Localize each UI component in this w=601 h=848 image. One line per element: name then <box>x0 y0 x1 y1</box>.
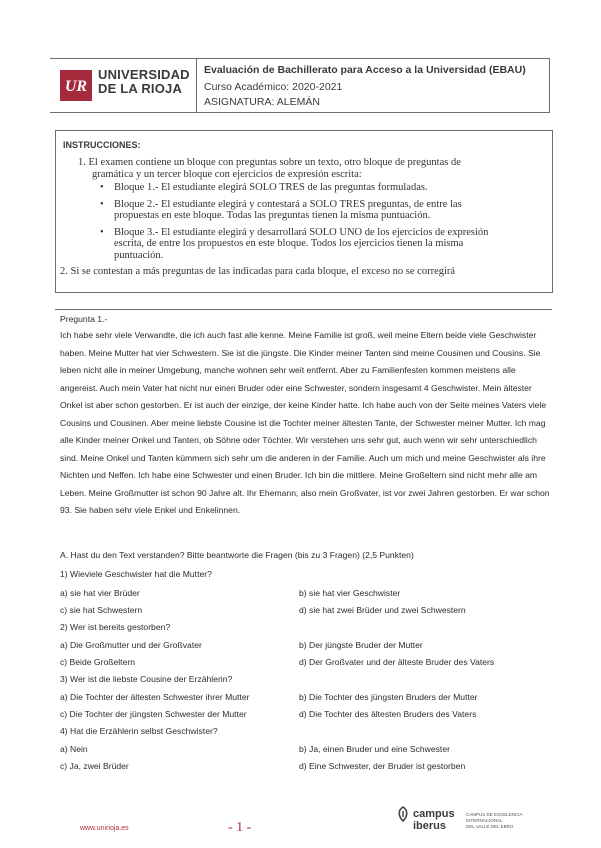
bullet-dot-icon: • <box>100 182 104 193</box>
question-label: Pregunta 1.- <box>60 314 108 324</box>
bullet-dot-icon: • <box>100 226 104 238</box>
option-1a: a) sie hat vier Brüder <box>60 588 140 598</box>
bullet-text: escrita, de entre los propuestos en este bloque. Todos los ejercicios tienen la misma <box>114 238 464 249</box>
logo-mark: UR <box>64 78 88 95</box>
campus-iberus-logo <box>413 808 455 832</box>
university-line2: DE LA RIOJA <box>98 81 183 96</box>
campus-iberus-icon <box>396 806 410 822</box>
instructions-item-1 <box>78 157 548 180</box>
option-2c: c) Beide Großeltern <box>60 657 135 667</box>
option-3d: d) Die Tochter des ältesten Bruders des Vaters <box>299 709 477 719</box>
university-logo-icon <box>60 70 92 101</box>
subject: ASIGNATURA: ALEMÁN <box>204 96 320 108</box>
option-4c: c) Ja, zwei Brüder <box>60 761 129 771</box>
option-1c: c) sie hat Schwestern <box>60 605 143 615</box>
question-3: 3) Wer ist die liebste Cousine der Erzählerin? <box>60 674 233 684</box>
university-name <box>98 68 190 96</box>
bullet-text: puntuación. <box>114 249 164 261</box>
reading-text: Ich habe sehr viele Verwandte, die ich auch fast alle kenne. Meine Familie ist groß, weil meine Eltern beide viele Geschwister haben. Meine Mutter hat vier Schwestern. Sie ist die jüngste. Die Kinder meiner Tanten sind meine Cousinen und Cousins. Sie leben nicht alle in meiner Umgebung, manche wohnen sehr weit entfernt. Aber zu Familienfesten kommen meistens alle angereist. Auch mein Vater hat nicht nur einen Bruder oder eine Schwester, sondern insgesamt 4 Geschwister. Mein ältester Onkel ist aber schon gestorben. Er ist auch der einzige, der keine Kinder hatte. Ich habe auch von der Seite meines Vaters viele Cousins und Cousinen. Aber meine liebste Cousine ist die Tochter meiner ältesten Tante, der Schwester meiner Mutter. Ich mag alle Kinder meiner Onkel und Tanten, ob Söhne oder Töchter. Wir verstehen uns sehr gut, auch wenn wir sehr unterschiedlich sind. Meine Onkel und Tanten kümmern sich sehr um die anderen in der Familie. Auch um mich und meine Geschwister als ihre Nichten und Neffen. Ich habe eine Schwester und einen Bruder. Ich bin die mittlere. Meine Großeltern sind nicht mehr alle am Leben. Meine Großmutter ist schon 90 Jahre alt. Ihr Ehemann, also mein Großvater, ist vor zwei Jahren gestorben. Er war schon 93. Sie haben sehr viele Enkel und Enkelinnen. <box>60 330 550 515</box>
bullet-text: Bloque 3.- El estudiante elegirá y desarrollará SOLO UNO de los ejercicios de expresión <box>114 226 489 238</box>
exam-title: Evaluación de Bachillerato para Acceso a la Universidad (EBAU) <box>204 64 526 76</box>
bullet-text: Bloque 2.- El estudiante elegirá y contestará a SOLO TRES preguntas, de entre las <box>114 198 462 210</box>
option-2b: b) Der jüngste Bruder der Mutter <box>299 640 423 650</box>
course-year: Curso Académico: 2020-2021 <box>204 81 343 93</box>
campus-note-line: CAMPUS DE EXCELENCIA <box>466 812 523 817</box>
question-4: 4) Hat die Erzählerin selbst Geschwister? <box>60 726 218 736</box>
bullet-text: Bloque 1.- El estudiante elegirá SOLO TRES de las preguntas formuladas. <box>114 182 428 193</box>
instructions-bullets <box>100 182 550 261</box>
instruction-line: gramática y un tercer bloque con ejercicios de expresión escrita: <box>92 168 362 180</box>
question-2: 2) Wer ist bereits gestorben? <box>60 622 171 632</box>
option-1b: b) sie hat vier Geschwister <box>299 588 401 598</box>
option-2d: d) Der Großvater und der älteste Bruder des Vaters <box>299 657 495 667</box>
option-4a: a) Nein <box>60 744 88 754</box>
option-3c: c) Die Tochter der jüngsten Schwester der Mutter <box>60 709 247 719</box>
page-number: - 1 - <box>228 820 252 835</box>
option-3a: a) Die Tochter der ältesten Schwester ihrer Mutter <box>60 692 250 702</box>
campus-note-line: INTERNACIONAL <box>466 818 503 823</box>
option-3b: b) Die Tochter des jüngsten Bruders der Mutter <box>299 692 478 702</box>
instructions-item-2: 2. Si se contestan a más preguntas de las indicadas para cada bloque, el exceso no se corregirá <box>60 266 456 277</box>
option-4d: d) Eine Schwester, der Bruder ist gestorben <box>299 761 466 771</box>
question-1: 1) Wieviele Geschwister hat die Mutter? <box>60 569 212 579</box>
option-4b: b) Ja, einen Bruder und eine Schwester <box>299 744 450 754</box>
bullet-1 <box>100 182 550 194</box>
instructions-title: INSTRUCCIONES: <box>63 140 141 150</box>
bullet-dot-icon: • <box>100 198 104 210</box>
task-instruction: A. Hast du den Text verstanden? Bitte beantworte die Fragen (bis zu 3 Fragen) (2,5 Punkten) <box>60 550 414 560</box>
footer-url: www.unirioja.es <box>80 825 129 832</box>
bullet-text: propuestas en este bloque. Todas las preguntas tienen la misma puntuación. <box>114 210 431 221</box>
university-line1: UNIVERSIDAD <box>98 67 190 82</box>
option-2a: a) Die Großmutter und der Großvater <box>60 640 202 650</box>
iberus-text: iberus <box>413 820 447 832</box>
option-1d: d) sie hat zwei Brüder und zwei Schwestern <box>299 605 466 615</box>
campus-note <box>466 812 523 830</box>
instruction-line: 1. El examen contiene un bloque con preguntas sobre un texto, otro bloque de preguntas de <box>78 157 461 168</box>
campus-text: campus <box>413 808 455 820</box>
bullet-3 <box>100 227 550 262</box>
bullet-2 <box>100 199 550 222</box>
campus-note-line: DEL VALLE DEL EBRO <box>466 824 514 829</box>
